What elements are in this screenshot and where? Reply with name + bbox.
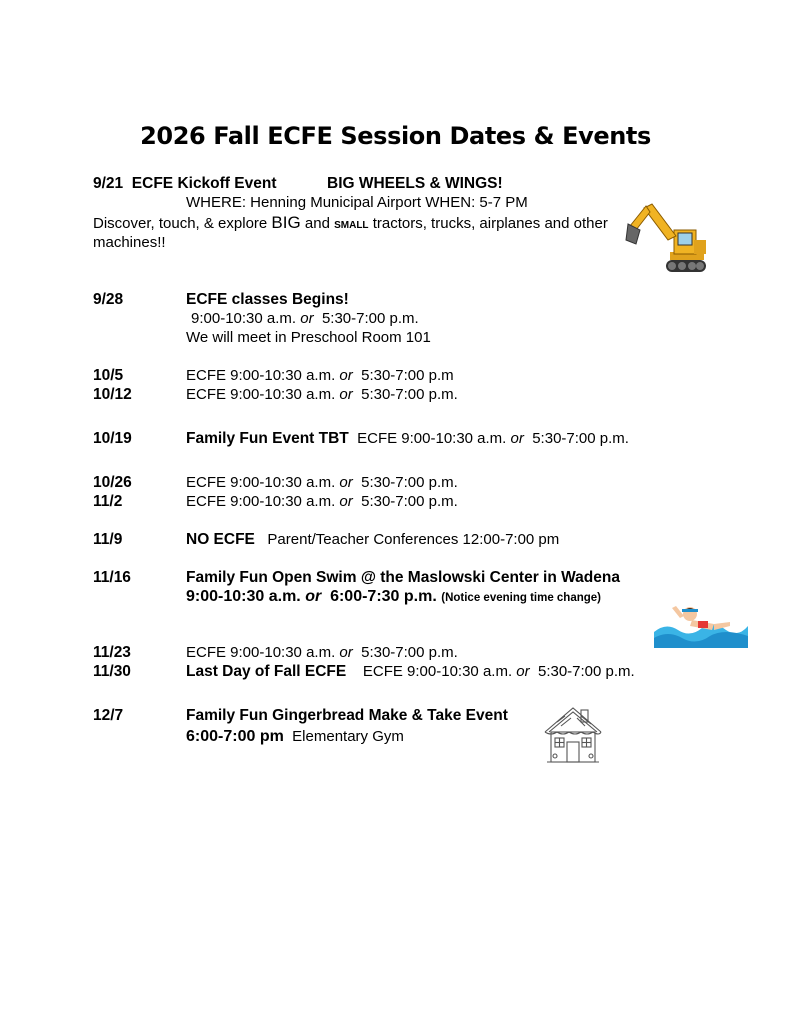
event-10-19-line [186,430,629,448]
or-text: or [339,644,353,661]
date-10-5: 10/5 [93,367,124,384]
event-11-30-line [186,663,635,681]
event-9-28-pm: 5:30-7:00 p.m. [321,310,419,327]
excavator-icon [622,196,710,278]
or-text: or [339,474,353,491]
or-text: or [339,493,353,510]
event-12-7-title: Family Fun Gingerbread Make & Take Event [186,707,508,724]
event-11-16-times [186,588,601,606]
event-11-2-pm: 5:30-7:00 p.m. [361,493,458,510]
gingerbread-house-icon [541,704,605,766]
or-text: or [339,386,353,403]
date-11-9: 11/9 [93,531,123,548]
event-12-7-time: 6:00-7:00 pm [186,728,284,745]
swimmer-icon [652,602,750,650]
date-11-2: 11/2 [93,493,123,510]
date-11-30: 11/30 [93,663,131,680]
page-title: 2026 Fall ECFE Session Dates & Events [140,122,651,150]
event-10-26-am: ECFE 9:00-10:30 a.m. [186,474,336,491]
date-9-28: 9/28 [93,291,124,308]
date-10-26: 10/26 [93,474,132,491]
kickoff-desc-b: tractors, trucks, airplanes and other [368,215,608,232]
kickoff-where-when: WHERE: Henning Municipal Airport WHEN: 5-7 PM [186,194,528,211]
or-text: or [305,588,322,605]
event-10-26-pm: 5:30-7:00 p.m. [361,474,458,491]
date-12-7: 12/7 [93,707,124,724]
event-11-9-title: NO ECFE [186,531,255,548]
event-9-28-am: 9:00-10:30 a.m. [191,310,297,327]
event-9-28-room: We will meet in Preschool Room 101 [186,329,431,346]
event-11-2-am: ECFE 9:00-10:30 a.m. [186,493,336,510]
event-9-28-times [191,310,419,327]
event-11-23-pm: 5:30-7:00 p.m. [361,644,458,661]
date-10-12: 10/12 [93,386,132,403]
event-11-9-detail: Parent/Teacher Conferences 12:00-7:00 pm [267,531,560,548]
event-10-5-times [186,367,454,384]
event-11-16-am: 9:00-10:30 a.m. [186,588,301,605]
event-10-26-times [186,474,458,491]
event-12-7-line [186,728,404,746]
event-12-7-place: Elementary Gym [292,728,404,745]
event-10-12-times [186,386,458,403]
or-text: or [510,430,524,447]
or-text: or [300,310,314,327]
kickoff-theme: BIG WHEELS & WINGS! [327,175,503,192]
event-11-16-note: (Notice evening time change) [441,592,602,604]
kickoff-desc-and: and [300,215,335,232]
event-10-19-am: ECFE 9:00-10:30 a.m. [357,430,507,447]
event-10-19-title: Family Fun Event TBT [186,430,349,447]
event-10-19-pm: 5:30-7:00 p.m. [532,430,629,447]
event-10-5-am: ECFE 9:00-10:30 a.m. [186,367,336,384]
event-11-30-am: ECFE 9:00-10:30 a.m. [362,663,513,680]
event-10-12-pm: 5:30-7:00 p.m. [361,386,458,403]
date-11-16: 11/16 [93,569,131,586]
kickoff-desc-big: BIG [271,213,301,232]
kickoff-desc-c: machines!! [93,234,166,251]
date-11-23: 11/23 [93,644,131,661]
event-10-12-am: ECFE 9:00-10:30 a.m. [186,386,336,403]
event-11-2-times [186,493,458,510]
kickoff-event: ECFE Kickoff Event [131,175,277,192]
kickoff-desc-a: Discover, touch, & explore [93,215,272,232]
event-11-23-am: ECFE 9:00-10:30 a.m. [186,644,336,661]
event-10-5-pm: 5:30-7:00 p.m [361,367,454,384]
event-11-9-line [186,531,559,549]
event-11-30-title: Last Day of Fall ECFE [186,663,347,680]
kickoff-description [93,213,608,233]
kickoff-date: 9/21 [93,175,124,192]
event-11-30-pm: 5:30-7:00 p.m. [537,663,635,680]
or-text: or [516,663,530,680]
event-11-23-times [186,644,458,661]
kickoff-heading [93,175,277,193]
or-text: or [339,367,353,384]
event-11-16-pm: 6:00-7:30 p.m. [330,588,437,605]
date-10-19: 10/19 [93,430,132,447]
event-9-28-title: ECFE classes Begins! [186,291,349,308]
event-11-16-title: Family Fun Open Swim @ the Maslowski Center in Wadena [186,569,620,586]
kickoff-desc-small: SMALL [334,220,369,231]
